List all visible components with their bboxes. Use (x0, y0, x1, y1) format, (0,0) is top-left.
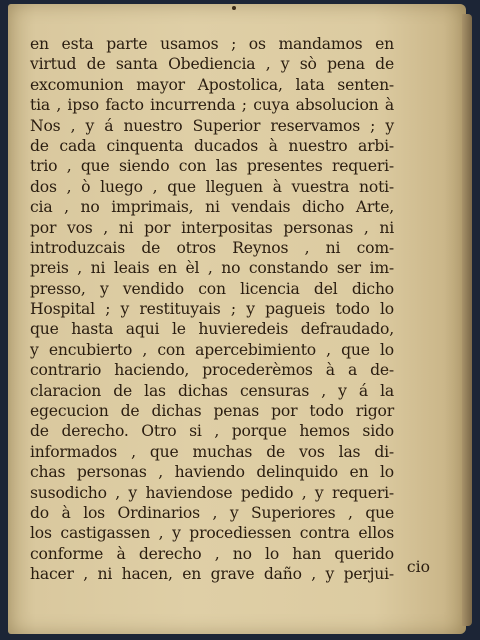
text-line: excomunion mayor Apostolica, lata senten- (30, 75, 394, 94)
book-page (8, 4, 466, 634)
text-line: presso, y vendido con licencia del dicho (30, 279, 394, 298)
text-line: claracion de las dichas censuras , y á la (30, 381, 394, 400)
text-line: informados , que muchas de vos las di- (30, 442, 394, 461)
ink-dot (232, 6, 236, 10)
text-line: preis , ni leais en èl , no constando ser im- (30, 259, 394, 278)
text-line: Hospital ; y restituyais ; y pagueis todo lo (30, 300, 394, 319)
catchword: cio (406, 558, 430, 576)
text-line: Nos , y á nuestro Superior reservamos ; y (30, 116, 394, 135)
text-line: los castigassen , y procediessen contra ellos (30, 524, 394, 543)
text-line: trio , que siendo con las presentes requeri- (30, 157, 394, 176)
text-line: chas personas , haviendo delinquido en lo (30, 463, 394, 482)
text-line: virtud de santa Obediencia , y sò pena de (30, 55, 394, 74)
text-line: tia , ipso facto incurrenda ; cuya absolucion à (30, 96, 394, 115)
text-line: en esta parte usamos ; os mandamos en (30, 35, 394, 53)
text-line: dos , ò luego , que lleguen à vuestra noti- (30, 177, 394, 196)
text-line: que hasta aqui le huvieredeis defraudado, (30, 320, 394, 339)
page-edge (462, 14, 472, 626)
text-line: hacer , ni hacen, en grave daño , y perjui- (30, 565, 394, 584)
text-line: cia , no imprimais, ni vendais dicho Arte, (30, 198, 394, 217)
text-line: conforme à derecho , no lo han querido (30, 544, 394, 563)
text-line: contrario haciendo, procederèmos à a de- (30, 361, 394, 380)
text-line: do à los Ordinarios , y Superiores , que (30, 503, 394, 522)
text-line: introduzcais de otros Reynos , ni com- (30, 238, 394, 257)
text-line: por vos , ni por interpositas personas , ni (30, 218, 394, 237)
text-line: y encubierto , con apercebimiento , que lo (30, 340, 394, 359)
text-line: de cada cinquenta ducados à nuestro arbi- (30, 136, 394, 155)
text-line: susodicho , y haviendose pedido , y requeri- (30, 483, 394, 502)
page-text (30, 34, 394, 585)
text-line: de derecho. Otro si , porque hemos sido (30, 422, 394, 441)
text-line: egecucion de dichas penas por todo rigor (30, 402, 394, 421)
